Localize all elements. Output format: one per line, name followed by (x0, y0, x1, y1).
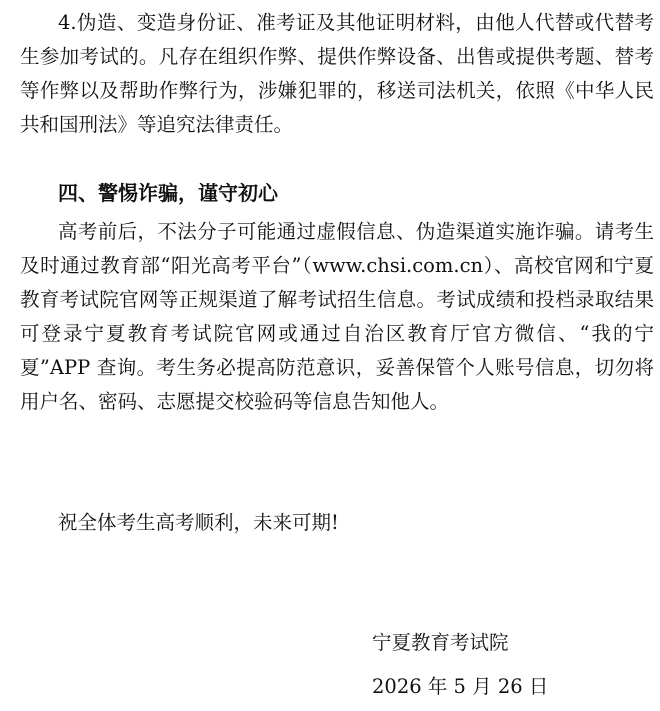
signature-organization: 宁夏教育考试院 (372, 631, 509, 654)
section-heading: 四、警惕诈骗，谨守初心 (58, 181, 278, 205)
signature-date: 2026 年 5 月 26 日 (372, 675, 549, 698)
paragraph-closing-wish: 祝全体考生高考顺利，未来可期! (58, 511, 339, 534)
paragraph-fraud-warning: 高考前后，不法分子可能通过虚假信息、伪造渠道实施诈骗。请考生及时通过教育部“阳光高考平台”（www.chsi.com.cn）、高校官网和宁夏教育考试院官网等正规渠道了解考试招生信息。考试成绩和投档录取结果可登录宁夏教育考试院官网或通过自治区教育厅官方微信、“我的宁夏”APP 查询。考生务必提高防范意识，妥善保管个人账号信息，切勿将用户名、密码、志愿提交校验码等信息告知他人。 (20, 220, 654, 413)
paragraph-item-4: 4.伪造、变造身份证、准考证及其他证明材料，由他人代替或代替考生参加考试的。凡存在组织作弊、提供作弊设备、出售或提供考题、替考等作弊以及帮助作弊行为，涉嫌犯罪的，移送司法机关，依照《中华人民共和国刑法》等追究法律责任。 (20, 11, 654, 136)
